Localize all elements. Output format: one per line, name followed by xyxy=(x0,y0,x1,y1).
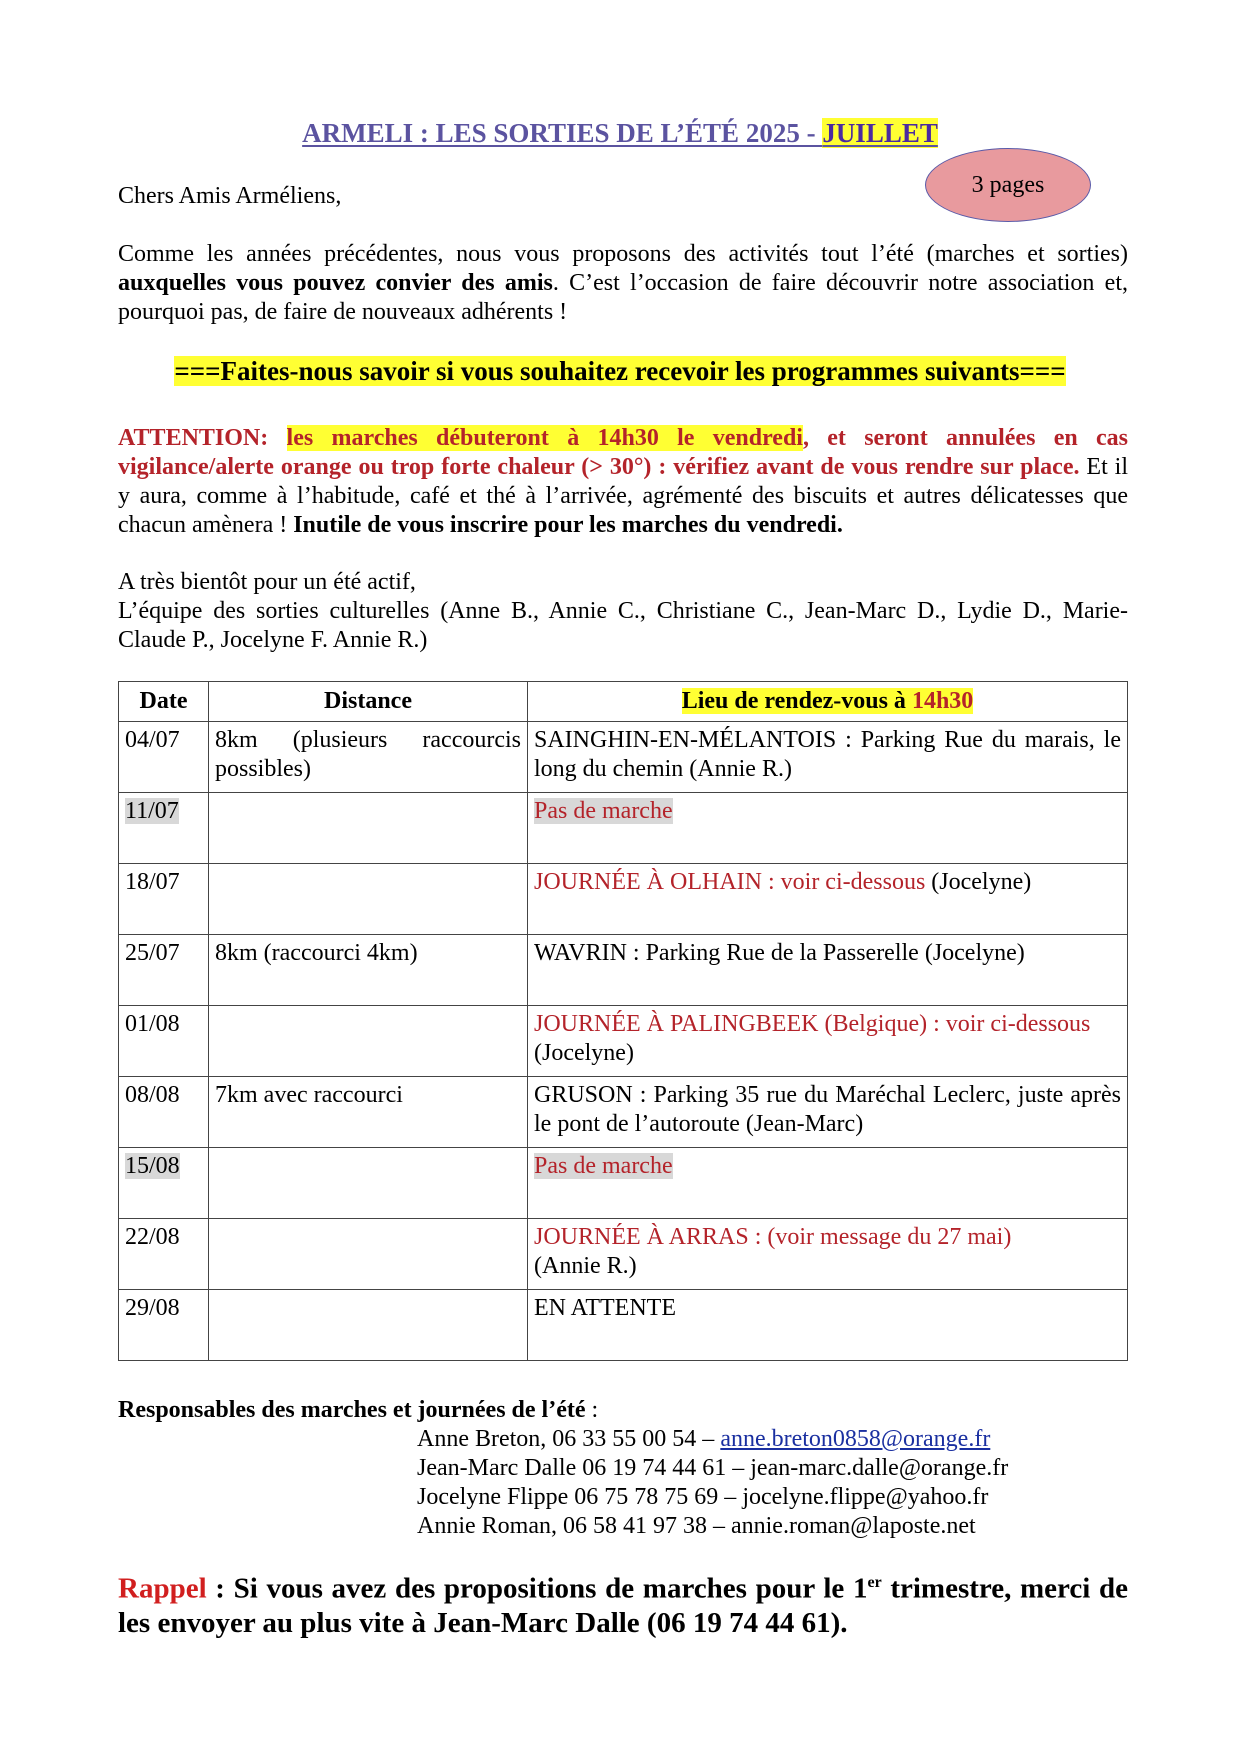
reminder-paragraph xyxy=(118,1566,1128,1640)
closing-line-1: A très bientôt pour un été actif, xyxy=(118,569,416,595)
contacts-list xyxy=(417,1425,1008,1541)
table-row xyxy=(119,793,1128,864)
contact-text: Jocelyne Flippe 06 75 78 75 69 – xyxy=(417,1484,743,1510)
intro-text-2: . C’est l’occasion de faire découvrir notre association et, pourquoi pas, de faire de nouveaux adhérents ! xyxy=(118,270,1129,325)
table-row xyxy=(119,864,1128,935)
row-distance: 8km (raccourci 4km) xyxy=(209,935,528,1006)
row-distance: 8km (plusieurs raccourcis possibles) xyxy=(209,722,528,793)
place-red-text: JOURNÉE À PALINGBEEK (Belgique) : voir ci-dessous xyxy=(534,1011,1091,1037)
contact-item xyxy=(417,1454,1008,1483)
row-distance: 7km avec raccourci xyxy=(209,1077,528,1148)
intro-text-1: Comme les années précédentes, nous vous proposons des activités tout l’été (marches et sorties) xyxy=(118,241,1128,267)
table-row xyxy=(119,1219,1128,1290)
page-count-badge xyxy=(925,148,1091,222)
contact-item xyxy=(417,1512,1008,1541)
table-header-row xyxy=(119,682,1128,722)
header-place-label xyxy=(682,688,974,714)
contacts-heading-colon: : xyxy=(585,1397,599,1423)
contact-email: jocelyne.flippe@yahoo.fr xyxy=(742,1484,989,1510)
greeting: Chers Amis Arméliens, xyxy=(118,183,342,209)
contact-email: annie.roman@laposte.net xyxy=(730,1513,976,1539)
place-text: GRUSON : Parking 35 rue du Maréchal Leclerc, juste après le pont de l’autoroute (Jean-Marc) xyxy=(534,1082,1121,1137)
attention-normal: Et il y aura, comme à l’habitude, café et thé à l’arrivée, agrémenté des biscuits et autres délicatesses que chacun amènera ! xyxy=(118,454,1128,538)
attention-bold: Inutile de vous inscrire pour les marches du vendredi. xyxy=(293,512,843,538)
reminder-superscript: er xyxy=(867,1574,882,1591)
row-place xyxy=(528,1219,1128,1290)
contact-item xyxy=(417,1483,1008,1512)
header-distance: Distance xyxy=(209,682,528,722)
date-text: 15/08 xyxy=(125,1153,180,1179)
place-text: SAINGHIN-EN-MÉLANTOIS : Parking Rue du marais, le long du chemin (Annie R.) xyxy=(534,727,1121,782)
place-red-text: JOURNÉE À ARRAS : (voir message du 27 mai) xyxy=(534,1224,1012,1250)
table-row xyxy=(119,1290,1128,1361)
row-place xyxy=(528,1290,1128,1361)
place-red-text: JOURNÉE À OLHAIN : voir ci-dessous xyxy=(534,869,926,895)
row-distance xyxy=(209,1006,528,1077)
row-date: 29/08 xyxy=(119,1290,209,1361)
row-place xyxy=(528,793,1128,864)
attention-highlight: les marches débuteront à 14h30 le vendredi xyxy=(286,425,803,451)
place-text: (Annie R.) xyxy=(534,1253,637,1279)
title-main: ARMELI : LES SORTIES DE L’ÉTÉ 2025 - xyxy=(302,118,823,148)
row-date: 22/08 xyxy=(119,1219,209,1290)
reminder-label: Rappel xyxy=(118,1572,207,1605)
reminder-text-1: : Si vous avez des propositions de marches pour le 1 xyxy=(206,1572,868,1605)
table-row xyxy=(119,722,1128,793)
place-text: (Jocelyne) xyxy=(925,869,1032,895)
row-place xyxy=(528,722,1128,793)
row-date xyxy=(119,1148,209,1219)
row-date: 04/07 xyxy=(119,722,209,793)
contacts-heading-text: Responsables des marches et journées de l’été xyxy=(118,1397,586,1423)
contacts-heading xyxy=(118,1396,598,1425)
row-place xyxy=(528,1006,1128,1077)
place-text: (Jocelyne) xyxy=(534,1040,634,1066)
contact-text: Annie Roman, 06 58 41 97 38 – xyxy=(417,1513,731,1539)
table-row xyxy=(119,1006,1128,1077)
table-row xyxy=(119,1148,1128,1219)
attention-rest: , et seront annulées en cas vigilance/alerte orange ou trop forte chaleur (> 30°) : vérifiez avant de vous rendre sur place. xyxy=(118,425,1128,480)
row-place xyxy=(528,1148,1128,1219)
row-place xyxy=(528,1077,1128,1148)
date-text: 11/07 xyxy=(125,798,179,824)
row-date xyxy=(119,793,209,864)
row-date: 25/07 xyxy=(119,935,209,1006)
row-distance xyxy=(209,864,528,935)
row-distance xyxy=(209,1290,528,1361)
contact-text: Jean-Marc Dalle 06 19 74 44 61 – xyxy=(417,1455,751,1481)
place-red-text: Pas de marche xyxy=(534,1153,673,1179)
contact-text: Anne Breton, 06 33 55 00 54 – xyxy=(417,1426,721,1452)
row-place xyxy=(528,864,1128,935)
row-distance xyxy=(209,1219,528,1290)
header-date: Date xyxy=(119,682,209,722)
row-place xyxy=(528,935,1128,1006)
place-text: WAVRIN : Parking Rue de la Passerelle (Jocelyne) xyxy=(534,940,1025,966)
subscribe-banner xyxy=(0,356,1240,387)
row-distance xyxy=(209,793,528,864)
contact-email: jean-marc.dalle@orange.fr xyxy=(750,1455,1009,1481)
header-place-prefix: Lieu de rendez-vous à xyxy=(681,688,912,714)
place-text: EN ATTENTE xyxy=(534,1295,676,1321)
page-title xyxy=(0,118,1240,149)
contact-item xyxy=(417,1425,1008,1454)
attention-paragraph xyxy=(118,424,1128,540)
banner-text: ===Faites-nous savoir si vous souhaitez recevoir les programmes suivants=== xyxy=(174,356,1066,386)
row-date: 08/08 xyxy=(119,1077,209,1148)
reminder-text-2: trimestre, merci de les envoyer au plus vite à Jean-Marc Dalle (06 19 74 44 61). xyxy=(118,1572,1128,1639)
page-count-label: 3 pages xyxy=(971,171,1045,198)
closing-line-2: L’équipe des sorties culturelles (Anne B., Annie C., Christiane C., Jean-Marc D., Lydie D., Marie-Claude P., Jocelyne F. Annie R.) xyxy=(118,598,1128,653)
header-place xyxy=(528,682,1128,722)
row-date: 01/08 xyxy=(119,1006,209,1077)
title-month: JUILLET xyxy=(822,118,938,148)
intro-bold: auxquelles vous pouvez convier des amis xyxy=(118,270,553,296)
table-row xyxy=(119,935,1128,1006)
intro-paragraph xyxy=(118,240,1128,327)
schedule-table xyxy=(118,681,1128,1361)
row-distance xyxy=(209,1148,528,1219)
header-place-time: 14h30 xyxy=(911,688,974,714)
table-row xyxy=(119,1077,1128,1148)
place-red-text: Pas de marche xyxy=(534,798,673,824)
row-date: 18/07 xyxy=(119,864,209,935)
contact-email-link[interactable]: anne.breton0858@orange.fr xyxy=(720,1426,991,1452)
attention-label: ATTENTION: xyxy=(118,425,287,451)
